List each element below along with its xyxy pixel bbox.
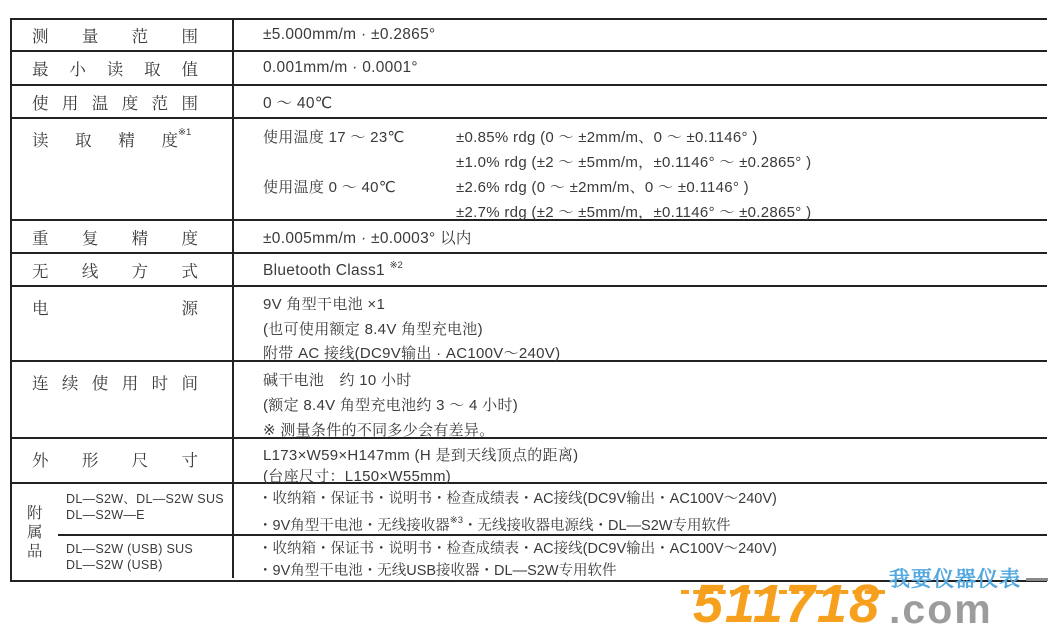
accuracy-value: ±0.85% rdg (0 ～ ±2mm/m、0 ～ ±0.1146° ) <box>456 129 758 146</box>
spec-value-min-reading: 0.001mm/m · 0.0001° <box>263 59 418 76</box>
accuracy-condition: 使用温度 0 ～ 40℃ <box>263 179 396 196</box>
accuracy-value: ±2.7% rdg (±2 ～ ±5mm/m，±0.1146° ～ ±0.2865° ) <box>456 204 812 221</box>
power-line: 9V 角型干电池 ×1 <box>263 296 386 313</box>
watermark-rule-line <box>1026 578 1048 581</box>
footnote-1-ref: ※1 <box>178 127 192 138</box>
accuracy-condition <box>263 150 456 175</box>
spec-label-cell <box>12 484 58 580</box>
spec-row-dimensions <box>12 439 1047 484</box>
spec-label-battery-life: 连 续 使 用 时 间 <box>32 375 198 393</box>
model-names <box>58 484 232 534</box>
spec-label-cell <box>12 86 232 117</box>
model-names <box>58 536 232 578</box>
spec-label-cell <box>12 254 232 285</box>
accuracy-value: ±2.6% rdg (0 ～ ±2mm/m、0 ～ ±0.1146° ) <box>456 179 749 196</box>
dimensions-line: L173×W59×H147mm (H 是到天线顶点的距离) <box>263 447 579 464</box>
model-name-line: DL—S2W、DL—S2W SUS <box>66 492 224 506</box>
spec-value-repeat-accuracy: ±0.005mm/m · ±0.0003° 以内 <box>263 229 472 247</box>
accessories-group-standard <box>58 484 1047 536</box>
battery-line: 碱干电池 约 10 小时 <box>263 372 412 389</box>
spec-value-cell <box>232 52 1047 84</box>
watermark-logo <box>692 568 1048 634</box>
watermark-domain-suffix: .com <box>889 586 993 633</box>
spec-value-measure-range: ±5.000mm/m · ±0.2865° <box>263 26 436 43</box>
accuracy-value: ±1.0% rdg (±2 ～ ±5mm/m，±0.1146° ～ ±0.2865° ) <box>456 154 812 171</box>
spec-value-cell <box>232 119 1047 219</box>
footnote-3-ref: ※3 <box>449 515 463 526</box>
spec-row-reading-accuracy <box>12 119 1047 221</box>
dimensions-line: (台座尺寸：L150×W55mm) <box>263 468 452 485</box>
accessory-items-line: ・收纳箱・保证书・说明书・检查成绩表・AC接线(DC9V输出・AC100V～240V) <box>258 541 777 557</box>
accessory-items-line: ・9V角型干电池・无线接收器$^{※3}$・无线接收器电源线・DL—S2W专用软件 <box>258 515 731 534</box>
spec-row-power <box>12 287 1047 362</box>
spec-value-wireless: Bluetooth Class1 $^{※2}$ <box>263 259 403 279</box>
model-name-line: DL—S2W (USB) SUS <box>66 542 194 556</box>
power-line: (也可使用额定 8.4V 角型充电池) <box>263 320 483 338</box>
spec-row-operating-temp <box>12 86 1047 119</box>
battery-line: ※ 测量条件的不同多少会有差异。 <box>263 422 495 439</box>
spec-label-cell <box>12 362 232 437</box>
spec-value-cell <box>232 86 1047 117</box>
spec-label-cell <box>12 439 232 482</box>
spec-label-measure-range: 测 量 范 围 <box>32 28 198 46</box>
accessories-body <box>58 484 1047 580</box>
accuracy-condition: 使用温度 17 ～ 23℃ <box>263 129 405 146</box>
accuracy-line <box>263 175 1047 200</box>
spec-label-reading-accuracy: 读 取 精 度 <box>32 132 178 150</box>
spec-label-cell <box>12 20 232 50</box>
footnote-2-ref: ※2 <box>389 259 403 271</box>
accuracy-line <box>263 125 1047 150</box>
spec-label-cell <box>12 119 232 219</box>
accessory-items-line: ・收纳箱・保证书・说明书・检查成绩表・AC接线(DC9V输出・AC100V～240V) <box>258 491 777 507</box>
power-line: 附带 AC 接线(DC9V输出 · AC100V～240V) <box>263 345 561 362</box>
accessory-items-line: ・9V角型干电池・无线USB接收器・DL—S2W专用软件 <box>258 563 617 579</box>
watermark-slogan: 我要仪器仪表 <box>889 568 1021 592</box>
spec-label-power: 电 源 <box>32 300 198 318</box>
spec-value-operating-temp: 0 ～ 40℃ <box>263 94 333 112</box>
model-name-line: DL—S2W—E <box>66 508 145 522</box>
spec-value-cell <box>232 221 1047 252</box>
spec-label-dimensions: 外 形 尺 寸 <box>32 452 198 470</box>
spec-label-repeat-accuracy: 重 复 精 度 <box>32 229 198 248</box>
model-name-line: DL—S2W (USB) <box>66 558 163 572</box>
spec-row-min-reading <box>12 52 1047 86</box>
spec-row-repeat-accuracy <box>12 221 1047 254</box>
spec-row-battery-life <box>12 362 1047 439</box>
spec-value-cell <box>232 439 1047 485</box>
accessory-items <box>232 484 1047 534</box>
watermark-site-number: 511718 <box>692 573 881 634</box>
accuracy-line <box>263 150 1047 175</box>
spec-label-min-reading: 最 小 读 取 值 <box>32 61 198 79</box>
spec-label-wireless: 无 线 方 式 <box>32 262 198 281</box>
battery-line: (额定 8.4V 角型充电池约 3 ～ 4 小时) <box>263 397 519 414</box>
spec-value-cell <box>232 362 1047 437</box>
spec-row-wireless <box>12 254 1047 287</box>
spec-value-cell <box>232 254 1047 285</box>
spec-label-cell <box>12 221 232 252</box>
spec-row-measure-range <box>12 20 1047 52</box>
spec-label-operating-temp: 使 用 温 度 范 围 <box>32 94 198 113</box>
spec-label-accessories: 附属品 <box>27 504 43 560</box>
spec-table <box>10 18 1047 582</box>
spec-label-cell <box>12 52 232 84</box>
spec-label-cell <box>12 287 232 360</box>
spec-value-cell <box>232 20 1047 50</box>
watermark-right <box>889 568 1048 633</box>
spec-value-cell <box>232 287 1047 360</box>
